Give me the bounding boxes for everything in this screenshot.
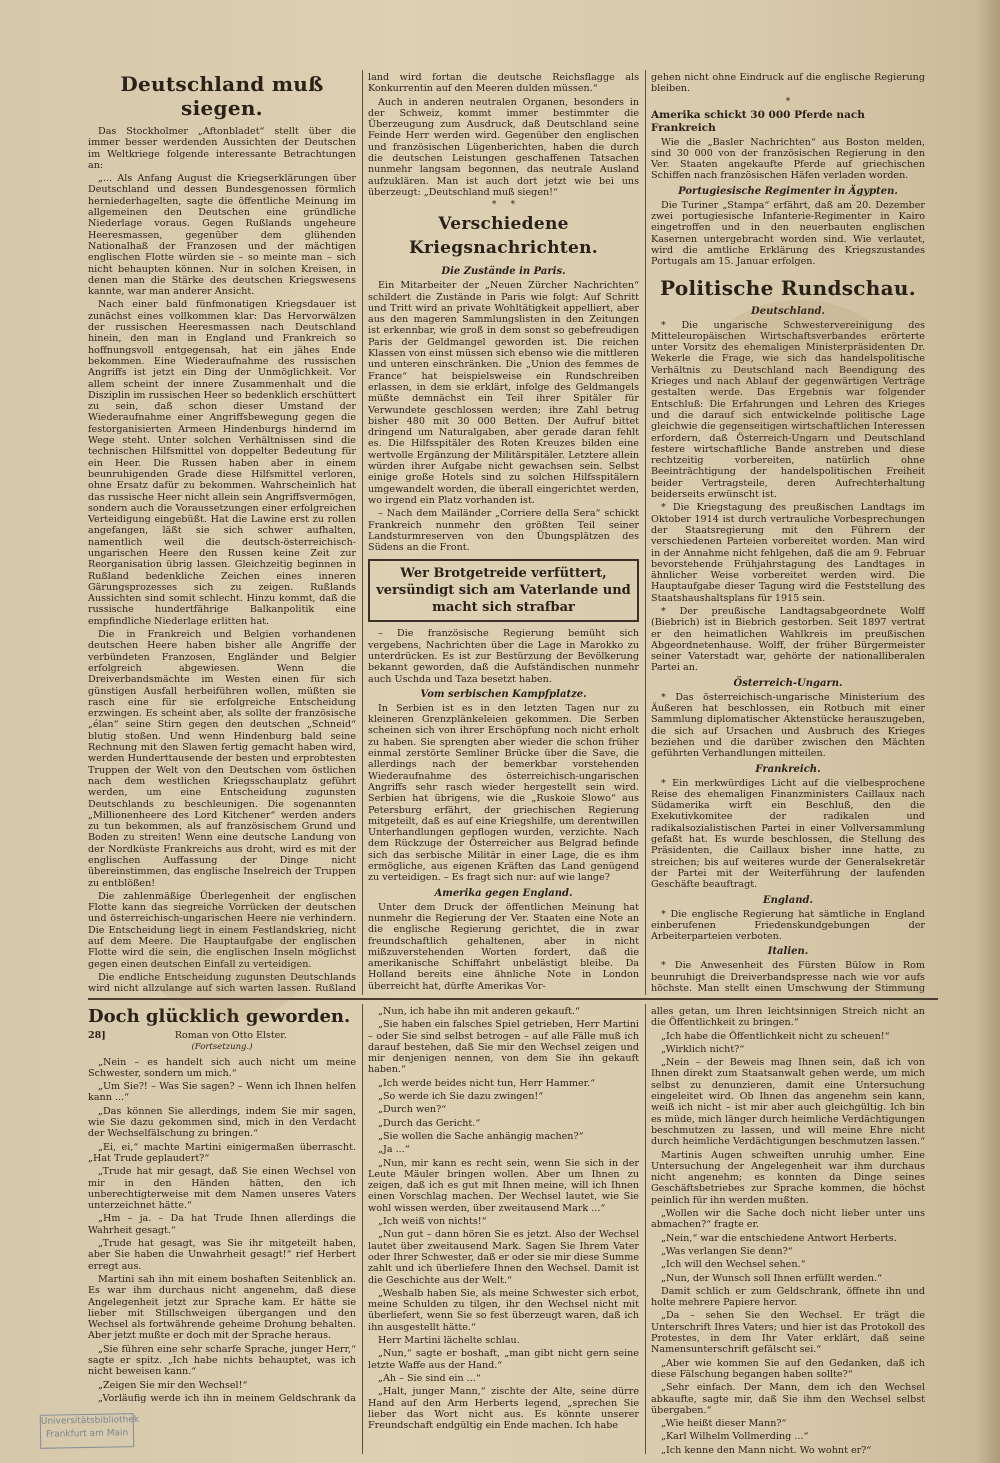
paragraph: Ein Mitarbeiter der „Neuen Zürcher Nachrichten“ schildert die Zustände in Paris wie folgt: Auf Schritt und Tritt wird an private Wohltätigkeit appelliert, aber aus den mageren Sammlungslisten in den Zeitungen ist erkennbar, wie groß in dem sonst so gebefreudigen Paris der Geldmangel geworden ist. Die reichen Klassen von einst müssen sich ebenso wie die mittleren und unteren einschränken. Die „Union des femmes de France“ hat beispielsweise ein Rundschreiben erlassen, in dem sie erklärt, infolge des Geldmangels müßte demnächst ein Teil ihrer Spitäler für Verwundete geschlossen werden; ihre Zahl betrug bisher 480 mit 30 000 Betten. Der Aufruf bittet dringend um Naturalgaben, aber gerade daran fehlt es. Die Hilfsspitäler des Roten Kreuzes bilden eine wertvolle Ergänzung der Militärspitäler. Letztere allein würden ihrer Aufgabe nicht gewachsen sein. Selbst einige große Hotels sind zu solchen Hilfsspitälern umgewandelt worden, die überall eingerichtet werden, wo irgend ein Platz vorhanden ist. (368, 280, 639, 506)
subheading: Amerika schickt 30 000 Pferde nach Frankreich (651, 108, 865, 134)
paragraph: Nach einer bald fünfmonatigen Kriegsdauer ist zunächst eines vollkommen klar: Das Hervorwälzen der russischen Heeresmassen nach Deutschland hinein, den man in England und Frankreich so hoffnungsvoll entgegensah, hat ein jähes Ende bekommen. Eine Wiederaufnahme des russischen Angriffs ist jetzt ein Ding der Unmöglichkeit. Vor allem scheint der innere Zusammenhalt und die Disziplin im russischen Heer so bedenklich erschüttert zu sein, daß schon dieser Umstand der Wiederaufnahme einer Angriffsbewegung gegen die festorganisierten Armeen Hindenburgs hindernd im Wege steht. Unter solchen Verhältnissen sind die technischen Hilfsmittel von doppelter Bedeutung für ein Heer. Die Russen haben aber in einem beunruhigenden Grade diese Hilfsmittel verloren, ohne Ersatz dafür zu bekommen. Wahrscheinlich hat das russische Heer nicht allein sein Angriffsvermögen, sondern auch die Voraussetzungen einer erfolgreichen Verteidigung eingebüßt. Hat die Lawine erst zu rollen angefangen, läßt sie sich schwer aufhalten, namentlich weil die deutsch-österreichisch-ungarischen Heere den Russen keine Zeit zur Reorganisation übrig lassen. Gleichzeitig beginnen in Rußland bedenkliche Zeichen eines inneren Gärungsprozesses sich zu zeigen. Rußlands Aussichten sind somit schlecht. Hinzu kommt, daß die russische hundertfährige Balkanpolitik eine empfindliche Niederlage erlitten hat. (88, 299, 356, 627)
paragraph: „Nun, der Wunsch soll Ihnen erfüllt werden.“ (661, 1272, 883, 1284)
serial-title: Doch glücklich geworden. (88, 1006, 351, 1027)
paragraph: Martinis Augen schweiften unruhig umher. Eine Untersuchung der Angelegenheit war ihm durchaus nicht angenehm; es konnten da Dinge seines Geschäftsbetriebes zur Sprache kommen, die höchst peinlich für ihn werden mußten. (651, 1149, 925, 1206)
paper-stain (700, 300, 900, 450)
paragraph: land wird fortan die deutsche Reichsflagge als Konkurrentin auf den Meeren dulden müssen.“ (368, 72, 639, 95)
separator-star: * * (491, 200, 516, 211)
paragraph: Die zahlenmäßige Überlegenheit der englischen Flotte kann das siegreiche Vorrücken der deutschen und österreichisch-ungarischen Heere nie verhindern. Die Entscheidung liegt in einem Festlandskrieg, nicht auf dem Meere. Die Hauptaufgabe der englischen Flotte wird die sein, die englischen Inseln möglichst gegen einen deutschen Einfall zu verteidigen. (88, 890, 356, 970)
paragraph: * Die Anwesenheit des Fürsten Bülow in Rom beunruhigt die Dreiverbandspresse nach wie vor aufs höchste. Man stellt einen Umschwung der Stimmung (651, 960, 925, 994)
paragraph: * Der preußische Landtagsabgeordnete Wolff (Biebrich) ist in Biebrich gestorben. Seit 1897 vertrat er den heimatlichen Wahlkreis im preußischen Abgeordnetenhause. Wolff, der früher Bürgermeister seiner Vaterstadt war, gehörte der nationalliberalen Partei an. (651, 605, 925, 674)
serial-number: 28] (88, 1030, 106, 1041)
paragraph: * Die Kriegstagung des preußischen Landtags im Oktober 1914 ist durch vertrauliche Vorbesprechungen der Staatsregierung mit den Führern der verschiedenen Parteien vorbereitet worden. Man wird in der Annahme nicht fehlgehen, daß die am 9. Februar bevorstehende Frühjahrstagung des Landtages in ähnlicher Weise vorbereitet werden wird. Die Hauptaufgabe dieser Tagung wird die Feststellung des Staatshaushaltsplans für 1915 sein. (651, 502, 925, 604)
paragraph: Unter dem Druck der öffentlichen Meinung hat nunmehr die Regierung der Ver. Staaten eine Note an die englische Regierung gerichtet, die in zwar freundschaftlich gehaltenen, aber in nicht mißzuverstehenden Worten fordert, daß die amerikanische Schiffahrt unbelästigt bleibe. Da Holland bereits eine ähnliche Note in London überreicht hat, dürfte Amerikas Vor- (368, 901, 639, 992)
paragraph: „So werde ich Sie dazu zwingen!“ (378, 1091, 544, 1103)
paragraph: „Karl Wilhelm Vollmerding ...“ (661, 1431, 809, 1443)
library-stamp (40, 1413, 140, 1449)
paragraph: „Um Sie?! – Was Sie sagen? – Wenn ich Ihnen helfen kann ...“ (88, 1081, 356, 1104)
paragraph: Auch in anderen neutralen Organen, besonders in der Schweiz, kommt immer bestimmter die Überzeugung zum Ausdruck, daß Deutschland seine Feinde Herr werden wird. Gegenüber den englischen und französischen Lügenberichten, haben die durch die deutschen Leistungen geschaffenen Tatsachen nunmehr langsam begonnen, das neutrale Ausland aufzuklären. Man ist auch dort jetzt wie bei uns überzeugt: „Deutschland muß siegen!“ (368, 96, 639, 198)
subheading: England. (763, 894, 813, 906)
article-title: Politische Rundschau. (660, 275, 916, 300)
paragraph: In Serbien ist es in den letzten Tagen nur zu kleineren Grenzplänkeleien gekommen. Die Serben scheinen sich von ihrer Erschöpfung noch nicht erholt zu haben. Sie sprengten aber wieder die schon früher einmal zerstörte Semliner Brücke über die Save, die allerdings nach der bemerkbar vorstehenden Wiederaufnahme des österreichisch-ungarischen Angriffs sehr rasch wieder hergestellt sein wird. Serbien hat übrigens, wie die „Ruskoie Slowo“ aus Petersburg erfährt, der griechischen Regierung mitgeteilt, daß es auf eine Kriegshilfe, um derentwillen Unterhandlungen gepflogen wurden, verzichte. Nach dem Rückzuge der Österreicher aus Belgrad befinde sich das serbische Militär in einer Lage, die es ihm ermögliche, aus eigenen Kräften das Land genügend zu verteidigen. – Es fragt sich nur: auf wie lange? (368, 702, 639, 884)
column-rule-2 (645, 70, 646, 995)
paragraph: „Sie wollen die Sache anhängig machen?“ (378, 1130, 584, 1142)
serial-note: (Fortsetzung.) (191, 1042, 253, 1053)
paragraph: Damit schlich er zum Geldschrank, öffnete ihn und holte mehrere Papiere hervor. (651, 1285, 925, 1309)
article-title: Verschiedene Kriegsnachrichten. (408, 214, 599, 259)
paragraph: Das Stockholmer „Aftonbladet“ stellt über die immer besser werdenden Aussichten der Deutschen im Weltkriege folgende interessante Betrachtungen an: (88, 126, 356, 171)
paragraph: „Wirklich nicht?“ (661, 1043, 745, 1055)
paragraph: gehen nicht ohne Eindruck auf die englische Regierung bleiben. (651, 72, 925, 95)
subheading: Portugiesische Regimenter in Ägypten. (678, 185, 898, 197)
paragraph: „Trude hat mir gesagt, daß Sie einen Wechsel von mir in den Händen hätten, den ich unberechtigterweise mit dem Namen unseres Vaters unterzeichnet hätte.“ (88, 1166, 356, 1212)
serial-column-1 (88, 1006, 356, 1404)
paragraph: „Ich weiß von nichts!“ (378, 1216, 487, 1228)
paragraph: „Hm – ja. – Da hat Trude Ihnen allerdings die Wahrheit gesagt.“ (88, 1213, 356, 1236)
subheading: Frankreich. (755, 763, 821, 775)
paragraph: „Sie führen eine sehr scharfe Sprache, junger Herr,“ sagte er spitz. „Ich habe nichts behauptet, was ich nicht beweisen kann.“ (88, 1343, 356, 1378)
paragraph: Die endliche Entscheidung zugunsten Deutschlands wird nicht allzulange auf sich warten lassen. Rußland (88, 971, 356, 994)
column-rule-1 (362, 70, 363, 995)
article-deutschland-muss-siegen (88, 72, 356, 994)
paragraph: „Sehr einfach. Der Mann, dem ich den Wechsel abkaufte, sagte mir, daß Sie ihm den Wechsel selbst übergaben.“ (651, 1382, 925, 1416)
column-rule-3 (362, 1004, 363, 1454)
paragraph: „Nun,“ sagte er boshaft, „man gibt nicht gern seine letzte Waffe aus der Hand.“ (368, 1348, 639, 1371)
page-edge-shadow (975, 0, 1000, 1463)
separator-star: * (785, 96, 791, 107)
paragraph: „Da – sehen Sie den Wechsel. Er trägt die Unterschrift Ihres Vaters; und hier ist das Protokoll des Protestes, in dem Ihr Vater erklärt, daß seine Namensunterschrift gefälscht sei.“ (651, 1310, 925, 1356)
paragraph: „Aber wie kommen Sie auf den Gedanken, daß ich diese Fälschung begangen haben sollte?“ (651, 1357, 925, 1380)
serial-column-3 (651, 1006, 925, 1454)
paragraph: „Vorläufig werde ich ihn in meinem Geldschrank da (98, 1392, 356, 1404)
paragraph: „Ich kenne den Mann nicht. Wo wohnt er?“ (661, 1444, 872, 1454)
paragraph: „Nun, mir kann es recht sein, wenn Sie sich in der Leute Mäuler bringen wollen. Aber um Ihnen zu zeigen, daß ich es gut mit Ihnen meine, will ich Ihnen einen Vorschlag machen. Der Wechsel lautet, wie Sie wohl wissen werden, über zweitausend Mark ...“ (368, 1157, 639, 1214)
paragraph: Die Turiner „Stampa“ erfährt, daß am 20. Dezember zwei portugiesische Infanterie-Regimenter in Kairo eingetroffen und in den neuerbauten englischen Kasernen untergebracht worden sind. Wie verlautet, wird die amtliche Erklärung des Kriegszustandes Portugals am 15. Januar erfolgen. (651, 199, 925, 268)
paragraph: – Nach dem Mailänder „Corriere della Sera“ schickt Frankreich nunmehr den größten Teil seiner Landsturmreserven von den Übungsplätzen des Südens an die Front. (368, 508, 639, 554)
subheading: Italien. (767, 946, 809, 958)
paragraph: „Nein – der Beweis mag Ihnen sein, daß ich von Ihnen direkt zum Staatsanwalt gehen werde, um mich selbst zu denunzieren, damit eine Untersuchung eingeleitet wird. Ob Ihnen das angenehm sein kann, weiß ich nicht – ist mir aber auch gleichgültig. Ich bin es müde, mich länger durch heimliche Verdächtigungen beschmutzen zu lassen, und will meine Ehre nicht durch heimliche Verdächtigungen beschmutzen lassen.“ (651, 1057, 925, 1148)
paragraph: * Die ungarische Schwestervereinigung des Mitteleuropäischen Wirtschaftsverbandes erörterte unter Vorsitz des ehemaligen Ministerpräsidenten Dr. Wekerle die Frage, wie sich das handelspolitische Verhältnis zu Deutschland nach Beendigung des Krieges und nach Ablauf der gegenwärtigen Verträge gestalten werde. Das Ergebnis war folgender Entschluß: Die Erfahrungen und Lehren des Krieges und die darauf sich entwickelnde politische Lage gleichwie die gegenseitigen wirtschaftlichen Interessen erfordern, daß Österreich-Ungarn und Deutschland festere wirtschaftliche Bande anstreben und diese rechtzeitig vorbereiten, natürlich ohne Beeinträchtigung der handelspolitischen Freiheit beider Vertragsteile, deren Aufrechterhaltung beiderseits erwünscht ist. (651, 319, 925, 501)
subheading: Österreich-Ungarn. (733, 677, 843, 689)
article-politische-rundschau (651, 72, 925, 994)
paragraph: „Wie heißt dieser Mann?“ (661, 1418, 787, 1430)
paragraph: „Das können Sie allerdings, indem Sie mir sagen, wie Sie dazu gekommen sind, mich in den Verdacht der Wechselfälschung zu bringen.“ (88, 1105, 356, 1140)
paragraph: „Ei, ei,“ machte Martini einigermaßen überrascht. „Hat Trude geplaudert?“ (88, 1141, 356, 1164)
paragraph: „Halt, junger Mann,“ zischte der Alte, seine dürre Hand auf den Arm Herberts legend, „sprechen Sie lieber das Wort nicht aus. Es könnte unserer Freundschaft endgültig ein Ende machen. Ich habe (368, 1386, 639, 1432)
paragraph: * Die englische Regierung hat sämtliche in England einberufenen Friedenskundgebungen der Arbeiterparteien verboten. (651, 908, 925, 943)
paragraph: „Ich werde beides nicht tun, Herr Hammer.“ (378, 1077, 596, 1089)
paragraph: „Durch wen?“ (378, 1104, 447, 1116)
paragraph: „Durch das Gericht.“ (378, 1117, 481, 1129)
paragraph: – Die französische Regierung bemüht sich vergebens, Nachrichten über die Lage in Marokko zu unterdrücken. Es ist zur Bestürzung der Bevölkerung bekannt geworden, daß die Aufständischen nunmehr auch Uschda und Taza besetzt haben. (368, 628, 639, 685)
paragraph: „Ich will den Wechsel sehen.“ (661, 1259, 806, 1271)
paragraph: „... Als Anfang August die Kriegserklärungen über Deutschland und dessen Bundesgenossen förmlich herniederhagelten, sagte die öffentliche Meinung im allgemeinen den Deutschen eine gründliche Niederlage voraus. Gegen Rußlands ungeheure Heeresmassen, gegenüber dem glühenden Nationalhaß der Franzosen und der mächtigen englischen Flotte würden sie – so meinte man – sich nicht behaupten können. Nur in solchen Kreisen, in denen man die Stärke des deutschen Kriegswesens kannte, war man anderer Ansicht. (88, 173, 356, 298)
paragraph: „Zeigen Sie mir den Wechsel!“ (98, 1379, 248, 1391)
paragraph: „Nun, ich habe ihn mit anderen gekauft.“ (378, 1006, 580, 1017)
subheading: Deutschland. (751, 305, 825, 317)
serial-author: Roman von Otto Elster. (174, 1030, 287, 1041)
subheading: Amerika gegen England. (434, 887, 573, 899)
paragraph: Herr Martini lächelte schlau. (378, 1335, 520, 1347)
serial-subtitle (88, 1030, 356, 1041)
paragraph: „Nun gut – dann hören Sie es jetzt. Also der Wechsel lautet über zweitausend Mark. Sagen Sie Ihrem Vater oder Ihrer Schwester, daß er oder sie mir diese Summe zahlt und ich überliefere Ihnen den Wechsel. Damit ist die Geschichte aus der Welt.“ (368, 1229, 639, 1286)
column-rule-4 (645, 1004, 646, 1454)
serial-column-2 (368, 1006, 639, 1454)
paragraph: Wie die „Basler Nachrichten“ aus Boston melden, sind 30 000 von der französischen Regierung in den Ver. Staaten angekaufte Pferde auf griechischen Schiffen nach französischen Häfen verladen worden. (651, 136, 925, 182)
paragraph: Martini sah ihn mit einem boshaften Seitenblick an. Es war ihm durchaus nicht angenehm, daß diese Angelegenheit jetzt zur Sprache kam. Er hätte sie lieber mit Stillschweigen übergangen und den Wechsel als fortwährende geheime Drohung behalten. Aber jetzt mußte er doch mit der Sprache heraus. (88, 1273, 356, 1342)
paragraph: „Trude hat gesagt, was Sie ihr mitgeteilt haben, aber Sie haben die Unwahrheit gesagt!“ rief Herbert erregt aus. (88, 1238, 356, 1272)
paragraph: „Sie haben ein falsches Spiel getrieben, Herr Martini – oder Sie sind selbst betrogen – auf alle Fälle muß ich darauf bestehen, daß Sie mir den Wechsel zeigen und mir denjenigen nennen, von dem Sie ihn gekauft haben.“ (368, 1019, 639, 1076)
paragraph: alles getan, um Ihren leichtsinnigen Streich nicht an die Öffentlichkeit zu bringen.“ (651, 1006, 925, 1029)
paragraph: Die in Frankreich und Belgien vorhandenen deutschen Heere haben bisher alle Angriffe der verbündeten Franzosen, Engländer und Belgier erfolgreich abgewiesen. Wenn die Dreiverbandsmächte im Westen einen für sich günstigen Ausfall herbeiführen wollen, müßten sie rasch eine für sie erfolgreiche Entscheidung erzwingen. Es scheint aber, als sollte der französische „élan“ seine Stirn gegen den deutschen „Schneid“ blutig stoßen. Und wenn Hindenburg bald seine Rechnung mit den Slawen fertig gemacht haben wird, werden Hunderttausende der besten und erprobtesten Truppen der Welt von den Deutschen vom östlichen nach dem westlichen Kriegsschauplatz geführt werden, um eine Entscheidung zugunsten Deutschlands zu beschleunigen. Die sogenannten „Millionenheere des Lord Kitchener“ werden anders zu tun bekommen, als auf französischem Grund und Boden zu streiten! Wenn eine deutsche Landung von der Nordküste Frankreichs aus droht, wird es mit der englischen Auffassung der Dinge nicht übereinstimmen, das englische Inselreich der Truppen zu entblößen! (88, 629, 356, 889)
paragraph: „Nein – es handelt sich auch nicht um meine Schwester, sondern um mich.“ (88, 1056, 356, 1079)
article-title: Deutschland muß siegen. (120, 72, 324, 120)
boxed-notice: Wer Brotgetreide verfüttert, versündigt sich am Vaterlande und macht sich strafbar (368, 559, 639, 622)
subheading: Vom serbischen Kampfplatze. (420, 688, 587, 700)
paragraph: „Ich habe die Öffentlichkeit nicht zu scheuen!“ (661, 1030, 890, 1042)
article-kriegsnachrichten (368, 72, 639, 994)
subheading: Die Zustände in Paris. (441, 266, 566, 278)
paragraph: * Das österreichisch-ungarische Ministerium des Äußeren hat beschlossen, ein Rotbuch mit einer Sammlung diplomatischer Aktenstücke herauszugeben, die sich auf Ursachen und Ausbruch des Krieges beziehen und die darüber zwischen den Mächten geführten Verhandlungen mitteilen. (651, 691, 925, 760)
stamp-line: Frankfurt am Main (45, 1428, 129, 1440)
paragraph: „Nein,“ war die entschiedene Antwort Herberts. (661, 1232, 897, 1244)
paragraph: „Was verlangen Sie denn?“ (661, 1245, 793, 1257)
paragraph: „Ah – Sie sind ein ...“ (378, 1372, 481, 1384)
paragraph: „Wollen wir die Sache doch nicht lieber unter uns abmachen?“ fragte er. (651, 1208, 925, 1231)
stamp-line: Universitätsbibliothek (40, 1415, 140, 1427)
paragraph: „Weshalb haben Sie, als meine Schwester sich erbot, meine Schulden zu tilgen, ihr den Wechsel nicht mit überliefert, wenn Sie so fest überzeugt waren, daß ich ihn ausgestellt hätte.“ (368, 1287, 639, 1333)
paragraph: * Ein merkwürdiges Licht auf die vielbesprochene Reise des ehemaligen Finanzministers Caillaux nach Südamerika wirft ein Beschluß, den die Exekutivkomitee der radikalen und radikalsozialistischen Partei in einer Vollversammlung gefaßt hat. Es wurde beschlossen, die Stellung des Präsidenten, die Caillaux bisher inne hatte, zu streichen; bis auf weiteres wurde der Generalsekretär der Partei mit der Weiterführung der laufenden Geschäfte beauftragt. (651, 777, 925, 891)
paper-stain (150, 900, 310, 1020)
paragraph: „Ja ...“ (378, 1144, 410, 1156)
